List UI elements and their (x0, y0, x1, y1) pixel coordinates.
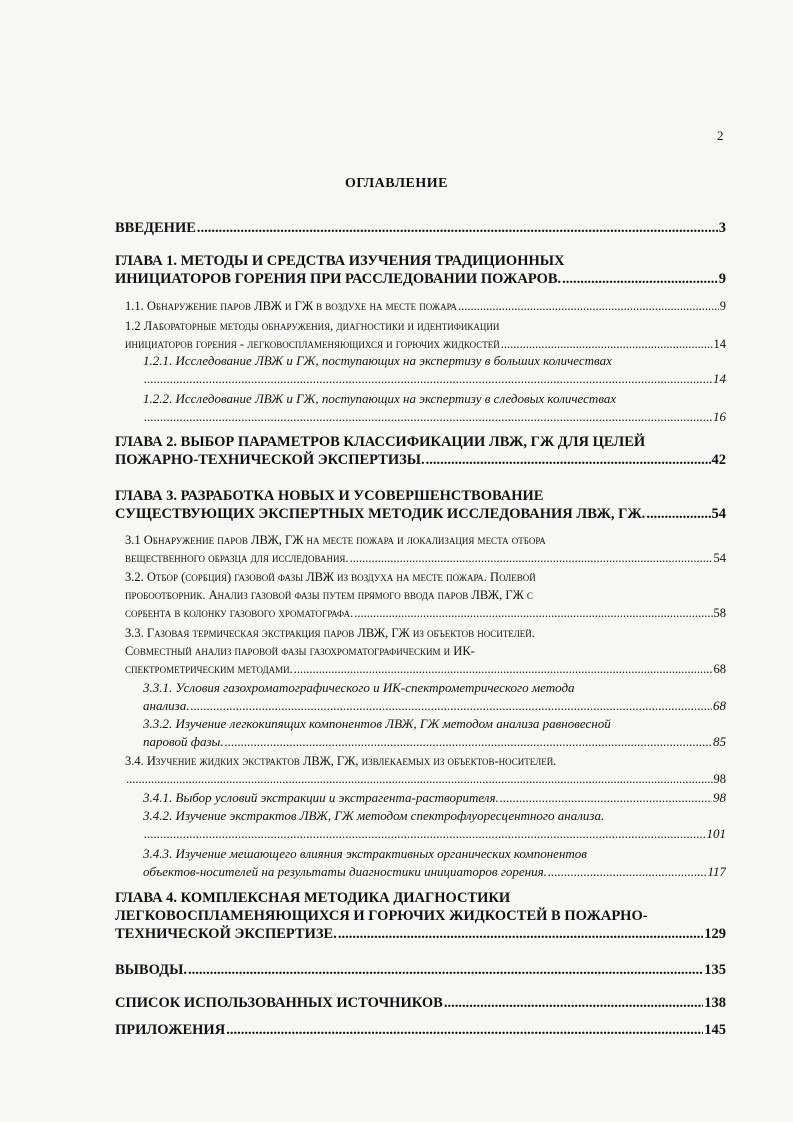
page-number: 2 (717, 128, 724, 143)
toc-entry-page: 16 (713, 409, 726, 424)
toc-entry-line: 3.4.3. Изучение мешающего влияния экстрактивных органических компонентов (143, 846, 587, 861)
toc-entry-line: 3.2. Отбор (сорбция) газовой фазы ЛВЖ из воздуха на месте пожара. Полевой (125, 570, 536, 584)
toc-entry-line: инициаторов горения - легковоспламеняющихся и горючих жидкостей (125, 337, 500, 351)
toc-entry-line: 3.3. Газовая термическая экстракция паров ЛВЖ, ГЖ из объектов носителей. (125, 626, 535, 640)
toc-entry[interactable] (143, 789, 726, 807)
toc-entry-line: ПОЖАРНО-ТЕХНИЧЕСКОЙ ЭКСПЕРТИЗЫ. (115, 452, 425, 468)
toc-entry-line: паровой фазы. (143, 734, 224, 749)
toc-entry-line: сорбента в колонку газового хроматографа. (125, 606, 354, 620)
toc-entry[interactable] (143, 390, 726, 426)
toc-entry-page: 42 (711, 452, 726, 468)
toc-entry[interactable] (115, 994, 726, 1012)
toc-entry[interactable] (115, 433, 726, 469)
toc-entry-line: анализа. (143, 698, 190, 713)
toc-entry-line: пробоотборник. Анализ газовой фазы путем прямого ввода паров ЛВЖ, ГЖ с (125, 588, 533, 602)
toc-entry[interactable] (125, 317, 726, 353)
toc-entry[interactable] (115, 889, 726, 943)
toc-entry-line: СУЩЕСТВУЮЩИХ ЭКСПЕРТНЫХ МЕТОДИК ИССЛЕДОВАНИЯ ЛВЖ, ГЖ. (115, 506, 646, 522)
toc-entry-page: 68 (713, 698, 726, 713)
toc-entry-page: 129 (704, 926, 726, 942)
toc-entry-page: 98 (713, 790, 726, 805)
toc-entry-page: 135 (704, 962, 726, 978)
toc-entry-line: ЛЕГКОВОСПЛАМЕНЯЮЩИХСЯ И ГОРЮЧИХ ЖИДКОСТЕЙ В ПОЖАРНО- (115, 908, 648, 924)
toc-entry-page: 68 (713, 662, 726, 676)
toc-entry[interactable] (125, 624, 726, 678)
toc-entry-page: 117 (707, 864, 726, 879)
toc-entry-line: ГЛАВА 2. ВЫБОР ПАРАМЕТРОВ КЛАССИФИКАЦИИ ЛВЖ, ГЖ ДЛЯ ЦЕЛЕЙ (115, 434, 646, 450)
toc-entry[interactable] (115, 487, 726, 523)
toc-entry-page: 9 (719, 299, 726, 313)
toc-entry-line: 3.1 Обнаружение паров ЛВЖ, ГЖ на месте пожара и локализация места отбора (125, 533, 546, 547)
toc-entry-page: 85 (713, 734, 726, 749)
toc-entry-line: ВВЕДЕНИЕ (115, 220, 196, 236)
toc-entry-page: 54 (711, 506, 726, 522)
page-title: ОГЛАВЛЕНИЕ (345, 176, 448, 191)
toc-entry-page: 98 (713, 772, 726, 786)
toc-entry-line: СПИСОК ИСПОЛЬЗОВАННЫХ ИСТОЧНИКОВ (115, 995, 443, 1011)
toc-entry-page: 145 (704, 1022, 726, 1038)
toc-entry-line: 1.2.1. Исследование ЛВЖ и ГЖ, поступающих на экспертизу в больших количествах (143, 353, 612, 368)
toc-entry-line: объектов-носителей на результаты диагностики инициаторов горения. (143, 864, 547, 879)
toc-entry[interactable] (115, 252, 726, 288)
toc-entry[interactable] (125, 752, 726, 788)
toc-entry[interactable] (115, 1021, 726, 1039)
toc-entry-line: 3.4.2. Изучение экстрактов ЛВЖ, ГЖ методом спектрофлуоресцентного анализа. (143, 808, 605, 823)
toc-entry[interactable] (143, 845, 726, 881)
toc-entry-line: ГЛАВА 4. КОМПЛЕКСНАЯ МЕТОДИКА ДИАГНОСТИКИ (115, 890, 511, 906)
toc-entry[interactable] (125, 297, 726, 315)
toc-entry[interactable] (115, 219, 726, 237)
toc-entry-line: 3.4.1. Выбор условий экстракции и экстрагента-растворителя. (143, 790, 499, 805)
toc-entry-page: 9 (718, 271, 726, 287)
toc-entry-line: 3.3.1. Условия газохроматографического и ИК-спектрометрического метода (143, 680, 575, 695)
toc-entry-line: 1.2.2. Исследование ЛВЖ и ГЖ, поступающих на экспертизу в следовых количествах (143, 391, 617, 406)
toc-entry-line: 3.3.2. Изучение легкокипящих компонентов ЛВЖ, ГЖ методом анализа равновесной (143, 716, 611, 731)
toc-entry-page: 101 (706, 826, 726, 841)
toc-entry-line: ТЕХНИЧЕСКОЙ ЭКСПЕРТИЗЕ. (115, 926, 337, 942)
toc-entry-line: ВЫВОДЫ. (115, 962, 187, 978)
toc-entry-page: 14 (713, 337, 726, 351)
toc-entry[interactable] (143, 715, 726, 751)
toc-entry-line: ГЛАВА 3. РАЗРАБОТКА НОВЫХ И УСОВЕРШЕНСТВОВАНИЕ (115, 488, 544, 504)
toc-entry-page: 3 (718, 220, 726, 236)
toc-entry-page: 138 (704, 995, 726, 1011)
toc-entry-line: 3.4. Изучение жидких экстрактов ЛВЖ, ГЖ, извлекаемых из объектов-носителей. (125, 754, 557, 768)
toc-entry-page: 14 (713, 371, 726, 386)
toc-entry-line: ИНИЦИАТОРОВ ГОРЕНИЯ ПРИ РАССЛЕДОВАНИИ ПОЖАРОВ. (115, 271, 562, 287)
toc-entry[interactable] (143, 807, 726, 843)
toc-entry[interactable] (143, 679, 726, 715)
toc-entry[interactable] (115, 961, 726, 979)
toc-entry-line: вещественного образца для исследования. (125, 551, 349, 565)
toc-entry[interactable] (125, 568, 726, 622)
toc-entry-line: спектрометрическим методами. (125, 662, 293, 676)
toc-entry-line: 1.1. Обнаружение паров ЛВЖ и ГЖ в воздухе на месте пожара (125, 299, 457, 313)
toc-entry-line: Совместный анализ паровой фазы газохроматографическим и ИК- (125, 644, 475, 658)
toc-entry[interactable] (143, 352, 726, 388)
toc-entry-line: ПРИЛОЖЕНИЯ (115, 1022, 226, 1038)
toc-entry-page: 58 (713, 606, 726, 620)
toc-entry-line: ГЛАВА 1. МЕТОДЫ И СРЕДСТВА ИЗУЧЕНИЯ ТРАДИЦИОННЫХ (115, 253, 565, 269)
toc-entry[interactable] (125, 531, 726, 567)
toc-entry-line: 1.2 Лабораторные методы обнаружения, диагностики и идентификации (125, 319, 500, 333)
toc-entry-page: 54 (713, 551, 726, 565)
